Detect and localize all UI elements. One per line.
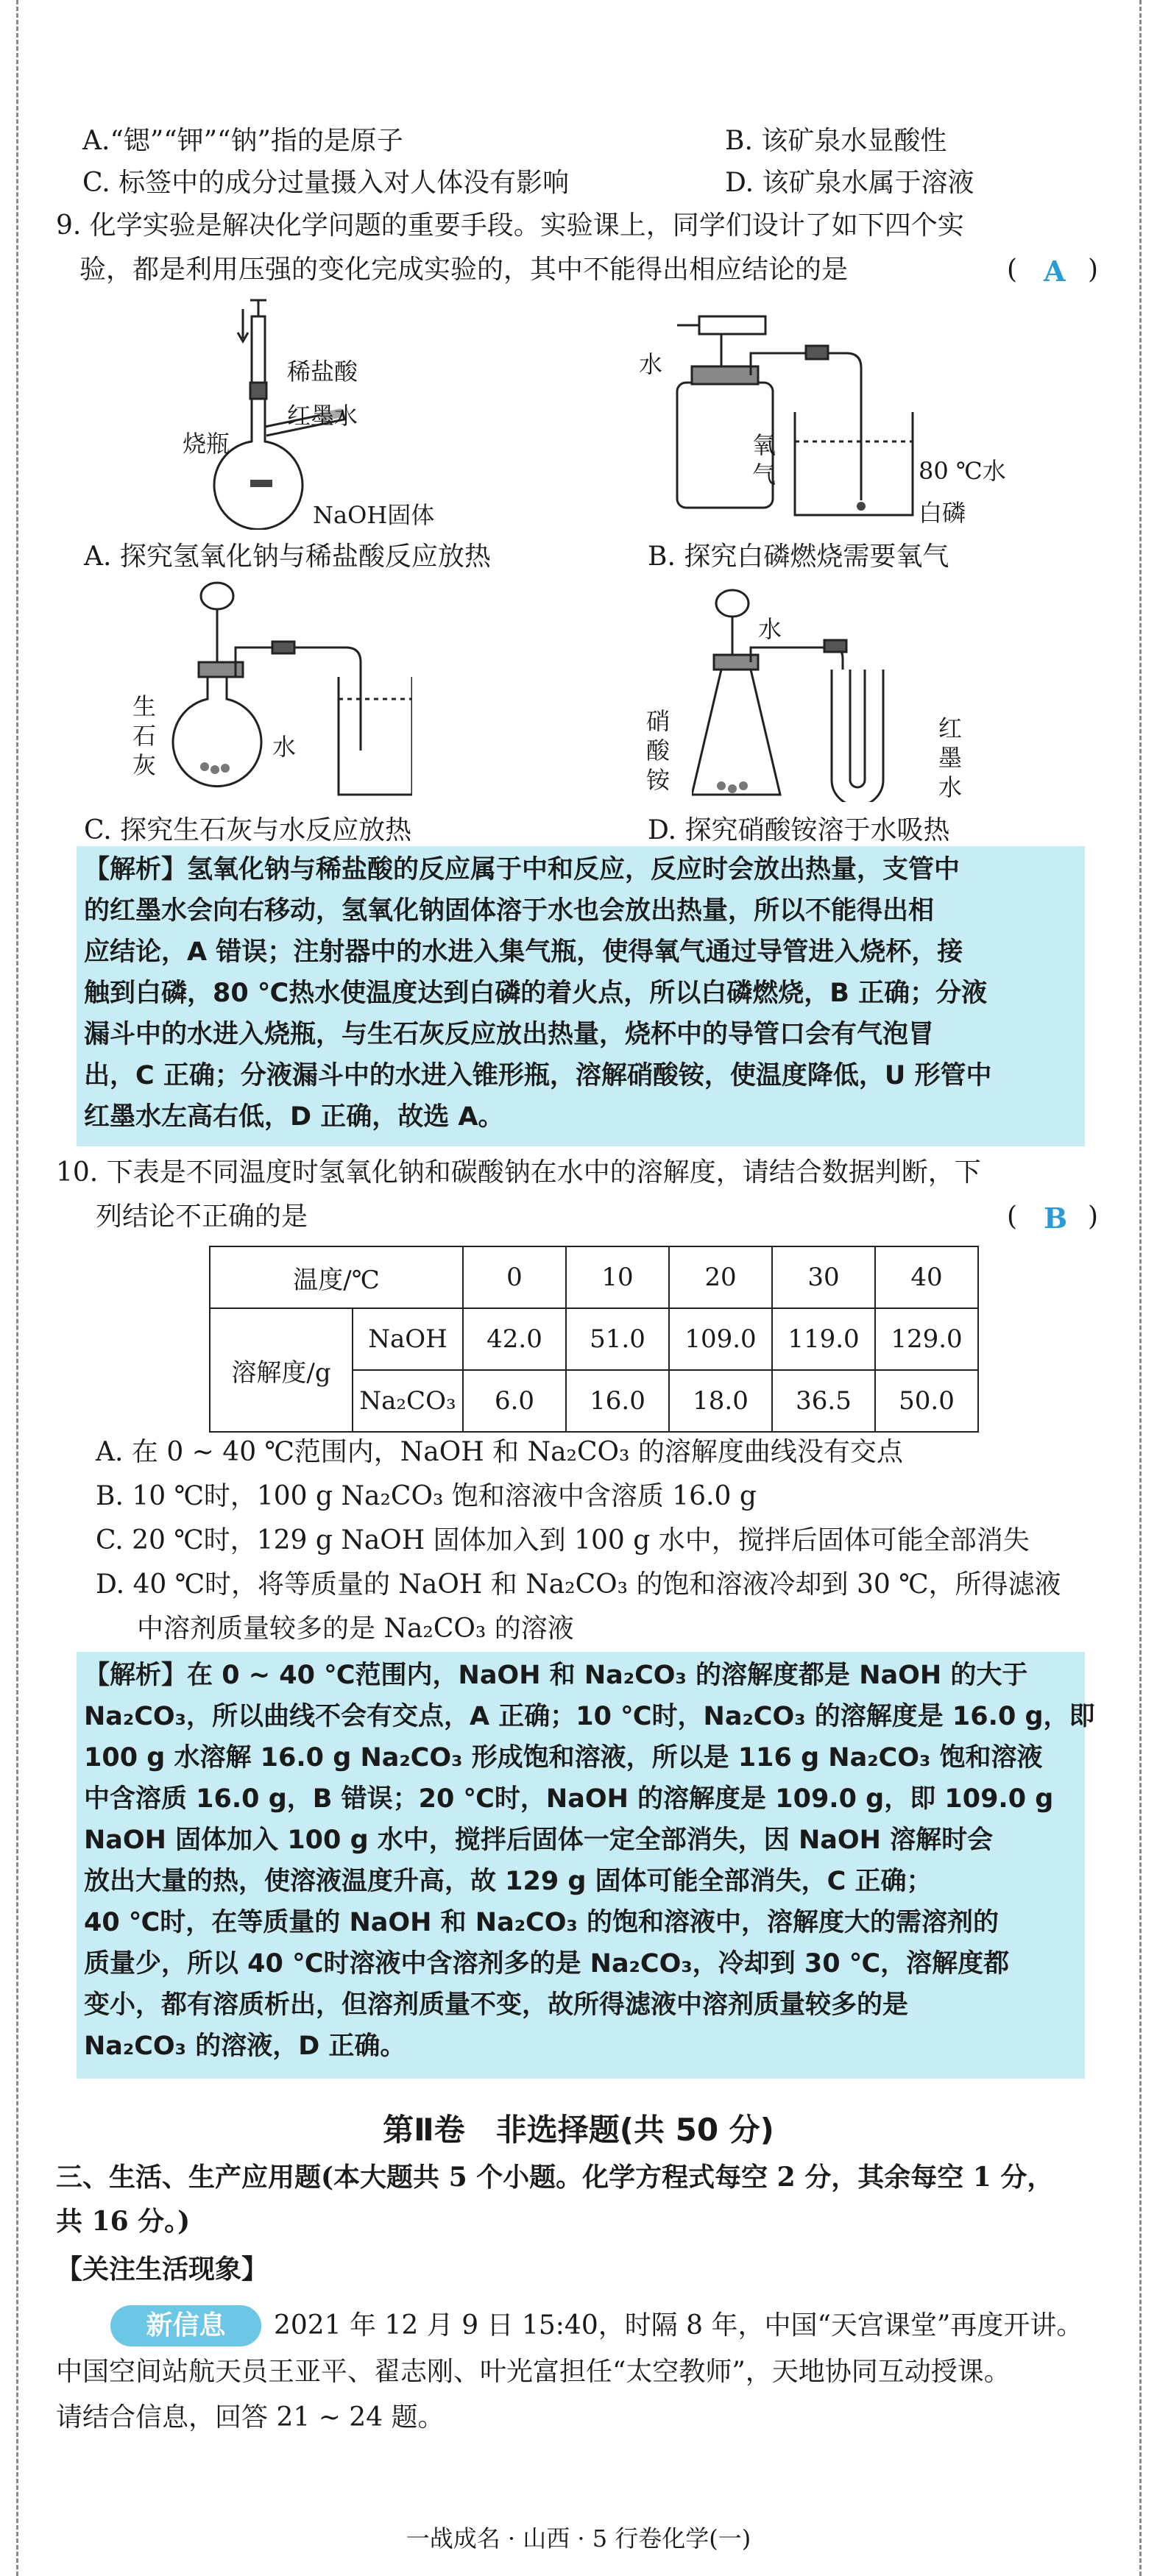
q8-option-b: B. 该矿泉水显酸性 xyxy=(725,126,947,156)
label-d-water: 水 xyxy=(758,615,782,643)
q9-analysis-line: 应结论，A 错误；注射器中的水进入集气瓶，使得氧气通过导管进入烧杯，接 xyxy=(84,937,963,967)
table-na2co3-cell: 36.5 xyxy=(772,1370,875,1432)
label-c-water: 水 xyxy=(272,733,297,761)
table-na2co3-cell: 50.0 xyxy=(875,1370,978,1432)
label-d-4: 红 xyxy=(938,714,963,742)
q9-stem-line1: 9. 化学实验是解决化学问题的重要手段。实验课上，同学们设计了如下四个实 xyxy=(56,210,964,241)
table-temp-cell: 10 xyxy=(566,1246,669,1308)
q10-analysis-line: 放出大量的热，使溶液温度升高，故 129 g 固体可能全部消失，C 正确； xyxy=(84,1867,933,1896)
focus-heading: 【关注生活现象】 xyxy=(56,2254,269,2285)
table-naoh-label: NaOH xyxy=(353,1308,463,1370)
label-c-3: 灰 xyxy=(132,751,157,779)
table-temp-cell: 20 xyxy=(669,1246,772,1308)
label-a-ink: 红墨水 xyxy=(287,402,358,430)
caption-a: A. 探究氢氧化钠与稀盐酸反应放热 xyxy=(84,542,491,572)
q10-analysis-line: 100 g 水溶解 16.0 g Na₂CO₃ 形成饱和溶液，所以是 116 g Na₂CO₃ 饱和溶液 xyxy=(84,1743,1043,1773)
q10-option-d-line2: 中溶剂质量较多的是 Na₂CO₃ 的溶液 xyxy=(137,1614,574,1644)
table-naoh-cell: 51.0 xyxy=(566,1308,669,1370)
q8-option-a: A.“锶”“钾”“钠”指的是原子 xyxy=(82,126,403,156)
label-b-hotwater: 80 ℃水 xyxy=(919,457,1006,485)
caption-d: D. 探究硝酸铵溶于水吸热 xyxy=(648,815,950,845)
label-c-1: 生 xyxy=(132,692,157,720)
q9-stem-line2: 验，都是利用压强的变化完成实验的，其中不能得出相应结论的是 xyxy=(79,255,849,285)
q10-analysis-line: 中含溶质 16.0 g，B 错误；20 ℃时，NaOH 的溶解度是 109.0 g，即 109.0 g xyxy=(84,1784,1054,1814)
table-temp-cell: 30 xyxy=(772,1246,875,1308)
info-line2: 中国空间站航天员王亚平、翟志刚、叶光富担任“太空教师”，天地协同互动授课。 xyxy=(56,2357,1011,2387)
q10-analysis-box xyxy=(77,1652,1095,2079)
page-footer: 一战成名 · 山西 · 5 行卷化学(一) xyxy=(406,2524,751,2552)
part3-line1: 三、生活、生产应用题(本大题共 5 个小题。化学方程式每空 2 分，其余每空 1 分， xyxy=(56,2162,1054,2193)
q9-analysis-line1 xyxy=(84,852,960,887)
table-temp-cell: 0 xyxy=(463,1246,566,1308)
label-a-flask: 烧瓶 xyxy=(183,430,230,458)
q10-stem-line2: 列结论不正确的是 xyxy=(96,1202,308,1232)
label-d-6: 水 xyxy=(938,773,963,801)
table-naoh-cell: 119.0 xyxy=(772,1308,875,1370)
table-temp-cell: 40 xyxy=(875,1246,978,1308)
solubility-table xyxy=(209,1246,979,1433)
left-dashed-border xyxy=(16,0,18,2576)
part3-line2: 共 16 分。) xyxy=(56,2206,191,2237)
table-naoh-cell: 42.0 xyxy=(463,1308,566,1370)
q9-analysis-line: 漏斗中的水进入烧瓶，与生石灰反应放出热量，烧杯中的导管口会有气泡冒 xyxy=(84,1020,935,1049)
table-row-header: 溶解度/g xyxy=(210,1308,353,1432)
q10-analysis-line: Na₂CO₃ 的溶液，D 正确。 xyxy=(84,2032,406,2061)
q9-answer-paren-right: ) xyxy=(1088,255,1099,285)
q9-analysis-tag: 【解析】 xyxy=(84,855,188,884)
q10-analysis-line: Na₂CO₃，所以曲线不会有交点，A 正确；10 ℃时，Na₂CO₃ 的溶解度是 16.0 g，即 xyxy=(84,1702,1095,1731)
info-line3: 请结合信息，回答 21 ~ 24 题。 xyxy=(56,2402,445,2433)
q10-analysis-line1 xyxy=(84,1658,1027,1693)
label-a-naoh: NaOH固体 xyxy=(313,501,435,529)
info-line1: 2021 年 12 月 9 日 15:40，时隔 8 年，中国“天宫课堂”再度开讲。 xyxy=(274,2310,1083,2341)
q10-option-a: A. 在 0 ~ 40 ℃范围内，NaOH 和 Na₂CO₃ 的溶解度曲线没有交点 xyxy=(96,1437,903,1467)
caption-b: B. 探究白磷燃烧需要氧气 xyxy=(648,542,949,572)
right-dashed-border xyxy=(1139,0,1142,2576)
label-d-1: 硝 xyxy=(646,707,671,735)
q8-option-d: D. 该矿泉水属于溶液 xyxy=(725,168,974,198)
q9-answer-paren-left: ( xyxy=(1007,255,1018,285)
q10-analysis-line: 40 ℃时，在等质量的 NaOH 和 Na₂CO₃ 的饱和溶液中，溶解度大的需溶剂的 xyxy=(84,1908,999,1937)
table-na2co3-label: Na₂CO₃ xyxy=(353,1370,463,1432)
new-info-badge: 新信息 xyxy=(110,2305,261,2346)
q9-analysis-line: 触到白磷，80 ℃热水使温度达到白磷的着火点，所以白磷燃烧，B 正确；分液 xyxy=(84,979,988,1008)
q9-analysis-line: 出，C 正确；分液漏斗中的水进入锥形瓶，溶解硝酸铵，使温度降低，U 形管中 xyxy=(84,1061,992,1090)
q10-answer-paren-right: ) xyxy=(1088,1202,1099,1232)
apparatus-b-diagram xyxy=(648,302,942,530)
label-d-5: 墨 xyxy=(938,744,963,772)
q9-analysis-line: 的红墨水会向右移动，氢氧化钠固体溶于水也会放出热量，所以不能得出相 xyxy=(84,896,935,926)
label-d-2: 酸 xyxy=(646,737,671,764)
table-temp-header: 温度/℃ xyxy=(210,1246,463,1308)
label-b-phosphorus: 白磷 xyxy=(919,499,966,527)
q10-analysis-line: 变小，都有溶质析出，但溶剂质量不变，故所得滤液中溶剂质量较多的是 xyxy=(84,1990,909,2020)
table-naoh-cell: 109.0 xyxy=(669,1308,772,1370)
section-title: 第Ⅱ卷 非选择题(共 50 分) xyxy=(383,2112,774,2148)
q10-analysis-line1-text: 在 0 ~ 40 ℃范围内，NaOH 和 Na₂CO₃ 的溶解度都是 NaOH 的大于 xyxy=(187,1661,1028,1690)
label-b-oxy2: 气 xyxy=(752,461,776,489)
q10-option-d-line1: D. 40 ℃时，将等质量的 NaOH 和 Na₂CO₃ 的饱和溶液冷却到 30 ℃，所得滤液 xyxy=(96,1569,1061,1600)
q10-analysis-line: NaOH 固体加入 100 g 水中，搅拌后固体一定全部消失，因 NaOH 溶解时会 xyxy=(84,1825,994,1855)
label-a-hcl: 稀盐酸 xyxy=(287,358,358,386)
q8-option-c: C. 标签中的成分过量摄入对人体没有影响 xyxy=(82,168,570,198)
q10-answer-paren-left: ( xyxy=(1007,1202,1018,1232)
q10-answer: B xyxy=(1044,1202,1068,1235)
table-na2co3-cell: 18.0 xyxy=(669,1370,772,1432)
caption-c: C. 探究生石灰与水反应放热 xyxy=(84,815,412,845)
q9-answer: A xyxy=(1044,255,1066,288)
label-b-water: 水 xyxy=(639,350,663,378)
q10-analysis-line: 质量少，所以 40 ℃时溶液中含溶剂多的是 Na₂CO₃，冷却到 30 ℃，溶解度都 xyxy=(84,1949,1010,1979)
q9-analysis-box xyxy=(77,846,1085,1146)
table-naoh-cell: 129.0 xyxy=(875,1308,978,1370)
table-na2co3-cell: 6.0 xyxy=(463,1370,566,1432)
table-na2co3-cell: 16.0 xyxy=(566,1370,669,1432)
q10-analysis-tag: 【解析】 xyxy=(84,1661,188,1690)
label-c-2: 石 xyxy=(132,722,157,750)
q10-option-b: B. 10 ℃时，100 g Na₂CO₃ 饱和溶液中含溶质 16.0 g xyxy=(96,1481,757,1511)
q9-analysis-line1-text: 氢氧化钠与稀盐酸的反应属于中和反应，反应时会放出热量，支管中 xyxy=(187,855,960,884)
apparatus-d-diagram xyxy=(692,581,942,802)
apparatus-c-diagram xyxy=(162,574,412,809)
label-b-oxy1: 氧 xyxy=(752,431,776,459)
q10-option-c: C. 20 ℃时，129 g NaOH 固体加入到 100 g 水中，搅拌后固体可能全部消失 xyxy=(96,1525,1030,1555)
q10-stem-line1: 10. 下表是不同温度时氢氧化钠和碳酸钠在水中的溶解度，请结合数据判断，下 xyxy=(56,1157,981,1188)
label-d-3: 铵 xyxy=(646,766,671,794)
q9-analysis-line: 红墨水左高右低，D 正确，故选 A。 xyxy=(84,1102,504,1132)
